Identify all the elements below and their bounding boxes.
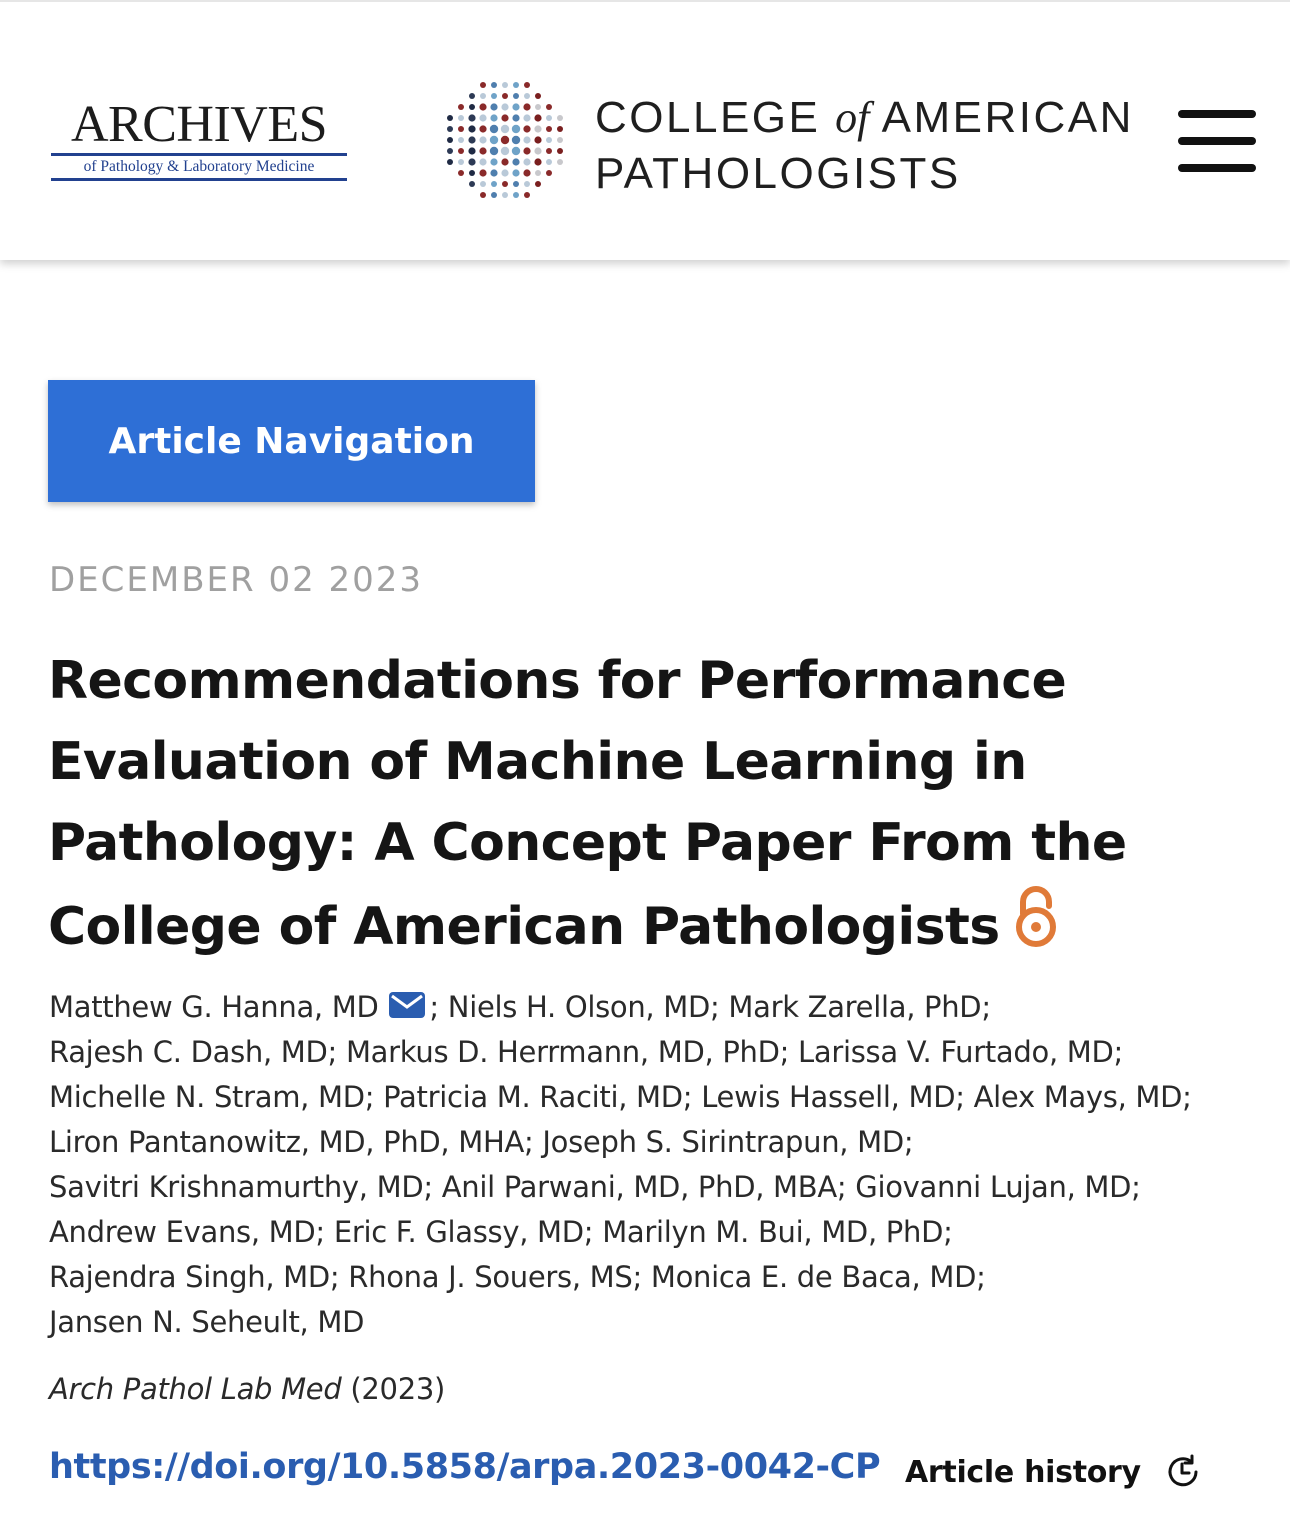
cap-emblem-dot xyxy=(490,169,497,176)
cap-emblem-dot xyxy=(501,136,509,144)
cap-emblem-dot xyxy=(480,181,486,187)
cap-emblem-dot xyxy=(490,147,498,155)
cap-emblem-dot xyxy=(546,115,552,121)
cap-logo-line2: PATHOLOGISTS xyxy=(595,149,961,198)
cap-emblem-dot xyxy=(490,103,497,110)
cap-word-of: of xyxy=(835,93,870,142)
cap-emblem-dot xyxy=(512,103,519,110)
author-line[interactable]: Savitri Krishnamurthy, MD; Anil Parwani, MD, PhD, MBA; Giovanni Lujan, MD; xyxy=(49,1170,1141,1204)
cap-emblem-dot xyxy=(490,125,498,133)
cap-emblem-dot xyxy=(501,114,508,121)
cap-emblem-dot xyxy=(479,147,486,154)
cap-emblem-dot xyxy=(502,181,508,187)
cap-emblem-dot xyxy=(501,169,508,176)
author-line[interactable]: Rajendra Singh, MD; Rhona J. Souers, MS; Monica E. de Baca, MD; xyxy=(49,1260,986,1294)
article-title xyxy=(48,641,1248,968)
cap-emblem-dot xyxy=(557,137,563,143)
journal-citation xyxy=(49,1372,445,1406)
cap-emblem-dot xyxy=(502,192,508,198)
cap-emblem-dot xyxy=(546,104,552,110)
publication-date: DECEMBER 02 2023 xyxy=(49,560,424,600)
cap-word-college: COLLEGE xyxy=(595,93,821,142)
article-history-label: Article history xyxy=(905,1454,1141,1490)
cap-logo[interactable] xyxy=(443,78,1163,202)
site-header xyxy=(0,0,1290,260)
author-list xyxy=(49,985,1269,1345)
archives-journal-logo[interactable] xyxy=(51,98,347,188)
cap-emblem-dot xyxy=(512,136,520,144)
cap-emblem-dot xyxy=(501,103,508,110)
cap-emblem-dot xyxy=(490,136,498,144)
author-line[interactable]: Michelle N. Stram, MD; Patricia M. Raciti, MD; Lewis Hassell, MD; Alex Mays, MD; xyxy=(49,1080,1192,1114)
cap-emblem-dot xyxy=(557,115,563,121)
cap-emblem-dot xyxy=(479,169,486,176)
cap-emblem-dot xyxy=(546,126,552,132)
author-line[interactable]: Jansen N. Seheult, MD xyxy=(49,1305,365,1339)
cap-emblem-dot xyxy=(502,82,508,88)
cap-emblem-dot xyxy=(468,125,475,132)
cap-emblem-dot xyxy=(468,114,475,121)
cap-emblem-dot xyxy=(534,136,541,143)
doi-link[interactable]: https://doi.org/10.5858/arpa.2023-0042-CP xyxy=(49,1447,881,1487)
cap-emblem-dot xyxy=(512,158,519,165)
title-line: Recommendations for Performance xyxy=(48,651,1067,711)
cap-emblem-dot xyxy=(557,126,563,132)
cap-emblem-dot xyxy=(490,114,497,121)
cap-emblem-dot xyxy=(524,82,530,88)
cap-emblem-dot xyxy=(535,93,541,99)
journal-name: Arch Pathol Lab Med xyxy=(49,1372,342,1406)
cap-emblem-dot xyxy=(458,104,464,110)
cap-emblem-dot xyxy=(523,125,530,132)
cap-emblem-dot xyxy=(546,170,552,176)
archives-logo-title: ARCHIVES xyxy=(70,96,328,153)
author-line xyxy=(49,985,1269,1030)
cap-logo-text xyxy=(595,90,1134,202)
cap-emblem-dot xyxy=(501,147,509,155)
cap-emblem-dot xyxy=(458,148,464,154)
title-line: College of American Pathologists xyxy=(48,897,1000,957)
article-history-button[interactable] xyxy=(905,1452,1201,1492)
cap-emblem-dot xyxy=(546,137,552,143)
cap-emblem-dot xyxy=(458,137,464,143)
cap-emblem-dot xyxy=(512,114,519,121)
author-line[interactable]: Liron Pantanowitz, MD, PhD, MHA; Joseph S. Sirintrapun, MD; xyxy=(49,1125,914,1159)
cap-emblem-dot xyxy=(447,115,453,121)
cap-word-american: AMERICAN xyxy=(881,93,1134,142)
cap-emblem-dot xyxy=(480,82,486,88)
cap-emblem-dot xyxy=(447,137,453,143)
cap-emblem-dot xyxy=(523,147,530,154)
cap-emblem-dot xyxy=(523,103,530,110)
author-link-first[interactable]: Matthew G. Hanna, MD xyxy=(49,990,379,1024)
cap-emblem-dot xyxy=(491,192,497,198)
cap-emblem-dot xyxy=(513,82,519,88)
cap-emblem-dot xyxy=(523,158,530,165)
cap-logo-line1 xyxy=(595,90,1134,146)
cap-emblem-dot xyxy=(557,148,563,154)
cap-emblem-dot xyxy=(469,170,475,176)
cap-emblem-dot xyxy=(479,158,486,165)
cap-emblem-dot xyxy=(469,104,475,110)
cap-emblem-dot xyxy=(458,115,464,121)
cap-emblem-dot xyxy=(468,147,475,154)
cap-emblem-dot xyxy=(546,148,552,154)
cap-emblem-dot xyxy=(524,93,530,99)
cap-emblem-dot xyxy=(458,159,464,165)
cap-dots-emblem-icon xyxy=(443,78,567,202)
archives-logo-subtitle: of Pathology & Laboratory Medicine xyxy=(51,153,347,181)
cap-emblem-dot xyxy=(469,181,475,187)
email-envelope-icon[interactable] xyxy=(389,992,425,1018)
title-line: Evaluation of Machine Learning in xyxy=(48,732,1027,792)
cap-emblem-dot xyxy=(447,126,453,132)
cap-emblem-dot xyxy=(535,181,541,187)
clock-history-icon xyxy=(1165,1454,1201,1490)
cap-emblem-dot xyxy=(479,103,486,110)
cap-emblem-dot xyxy=(480,192,486,198)
cap-emblem-dot xyxy=(534,147,541,154)
cap-emblem-dot xyxy=(447,159,453,165)
cap-emblem-dot xyxy=(479,114,486,121)
cap-emblem-dot xyxy=(523,169,530,176)
cap-emblem-dot xyxy=(469,93,475,99)
cap-emblem-dot xyxy=(491,181,497,187)
cap-emblem-dot xyxy=(458,170,464,176)
cap-emblem-dot xyxy=(557,159,563,165)
cap-emblem-dot xyxy=(523,114,530,121)
cap-emblem-dot xyxy=(479,136,486,143)
cap-emblem-dot xyxy=(468,136,475,143)
cap-emblem-dot xyxy=(513,192,519,198)
cap-emblem-dot xyxy=(524,192,530,198)
cap-emblem-dot xyxy=(512,169,519,176)
cap-emblem-dot xyxy=(502,93,508,99)
cap-emblem-dot xyxy=(490,158,497,165)
cap-emblem-dot xyxy=(468,158,475,165)
cap-emblem-dot xyxy=(458,126,464,132)
cap-emblem-dot xyxy=(491,93,497,99)
cap-emblem-dot xyxy=(534,114,541,121)
cap-emblem-dot xyxy=(512,125,520,133)
cap-emblem-dot xyxy=(534,158,541,165)
open-access-lock-icon xyxy=(1014,884,1058,950)
cap-emblem-dot xyxy=(501,125,509,133)
cap-emblem-dot xyxy=(512,147,520,155)
hamburger-menu-icon[interactable] xyxy=(1178,106,1258,178)
cap-emblem-dot xyxy=(535,104,541,110)
cap-emblem-dot xyxy=(535,170,541,176)
citation-year: (2023) xyxy=(350,1372,446,1406)
cap-emblem-dot xyxy=(524,181,530,187)
article-navigation-button[interactable]: Article Navigation xyxy=(48,380,535,502)
author-line[interactable]: Rajesh C. Dash, MD; Markus D. Herrmann, MD, PhD; Larissa V. Furtado, MD; xyxy=(49,1035,1124,1069)
cap-emblem-dot xyxy=(491,82,497,88)
author-line[interactable]: Andrew Evans, MD; Eric F. Glassy, MD; Marilyn M. Bui, MD, PhD; xyxy=(49,1215,953,1249)
cap-emblem-dot xyxy=(479,125,486,132)
cap-emblem-dot xyxy=(480,93,486,99)
cap-emblem-dot xyxy=(447,148,453,154)
cap-emblem-dot xyxy=(513,181,519,187)
cap-emblem-dot xyxy=(523,136,530,143)
author-list-text[interactable]: ; Niels H. Olson, MD; Mark Zarella, PhD; xyxy=(429,990,991,1024)
cap-emblem-dot xyxy=(546,159,552,165)
cap-emblem-dot xyxy=(534,125,541,132)
title-line: Pathology: A Concept Paper From the xyxy=(48,813,1127,873)
cap-emblem-dot xyxy=(513,93,519,99)
cap-emblem-dot xyxy=(501,158,508,165)
